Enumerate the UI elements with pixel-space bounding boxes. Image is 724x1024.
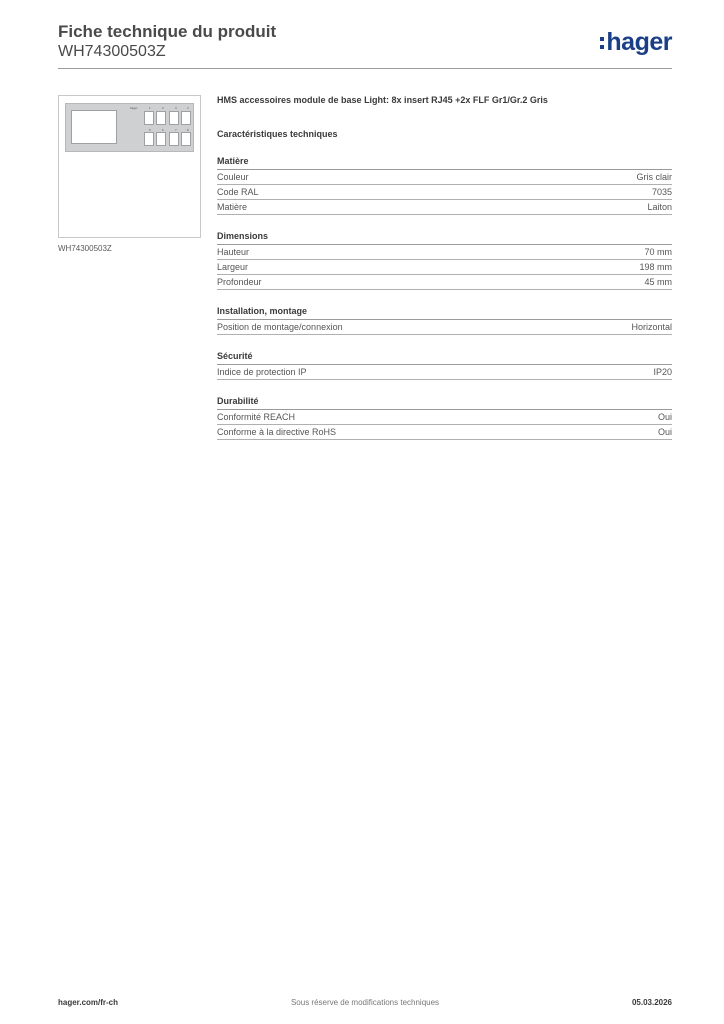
logo-text: hager	[606, 28, 672, 56]
spec-row	[217, 365, 672, 380]
rj45-slot	[156, 111, 166, 125]
section-title: Sécurité	[217, 351, 672, 365]
plate-window	[71, 110, 117, 144]
product-description: HMS accessoires module de base Light: 8x insert RJ45 +2x FLF Gr1/Gr.2 Gris	[217, 95, 548, 105]
spec-label: Indice de protection IP	[217, 367, 307, 377]
spec-value: Gris clair	[636, 172, 672, 182]
document-title: Fiche technique du produit	[58, 22, 277, 41]
spec-label: Code RAL	[217, 187, 259, 197]
spec-value: IP20	[653, 367, 672, 377]
plate-number: 2	[162, 106, 164, 110]
specs-heading: Caractéristiques techniques	[217, 129, 338, 139]
spec-label: Position de montage/connexion	[217, 322, 343, 332]
spec-label: Conformité REACH	[217, 412, 296, 422]
spec-section-dimensions	[217, 231, 672, 290]
spec-label: Conforme à la directive RoHS	[217, 427, 337, 437]
spec-label: Couleur	[217, 172, 249, 182]
spec-row	[217, 410, 672, 425]
image-caption: WH74300503Z	[58, 244, 112, 253]
product-image	[58, 95, 201, 238]
rj45-slot	[156, 132, 166, 146]
section-title: Durabilité	[217, 396, 672, 410]
spec-section-sustainability	[217, 396, 672, 440]
footer-website-link[interactable]: hager.com/fr-ch	[58, 998, 119, 1007]
plate-number: 1	[149, 106, 151, 110]
spec-value: 70 mm	[644, 247, 672, 257]
rj45-slot	[181, 132, 191, 146]
rj45-slot	[144, 111, 154, 125]
spec-value: Laiton	[647, 202, 672, 212]
spec-row	[217, 185, 672, 200]
spec-section-material	[217, 156, 672, 215]
plate-brand-label: hager	[130, 106, 138, 110]
hager-logo	[600, 28, 672, 57]
spec-section-safety	[217, 351, 672, 380]
spec-value: 198 mm	[639, 262, 672, 272]
spec-row	[217, 200, 672, 215]
plate-number: 8	[187, 128, 189, 132]
section-title: Matière	[217, 156, 672, 170]
rj45-slot	[144, 132, 154, 146]
plate-number: 6	[162, 128, 164, 132]
rj45-slot	[169, 132, 179, 146]
section-title: Installation, montage	[217, 306, 672, 320]
plate-number: 5	[149, 128, 151, 132]
plate-number: 3	[175, 106, 177, 110]
spec-row	[217, 320, 672, 335]
plate-number: 4	[187, 106, 189, 110]
spec-value: 7035	[651, 187, 672, 197]
spec-value: Oui	[657, 412, 672, 422]
spec-section-installation	[217, 306, 672, 335]
product-reference: WH74300503Z	[58, 43, 166, 60]
logo-colon-icon	[600, 37, 604, 49]
spec-row	[217, 245, 672, 260]
spec-row	[217, 260, 672, 275]
spec-row	[217, 275, 672, 290]
spec-label: Hauteur	[217, 247, 250, 257]
rj45-slot	[181, 111, 191, 125]
header-divider	[58, 68, 672, 69]
page-header	[58, 22, 672, 62]
spec-label: Profondeur	[217, 277, 262, 287]
spec-row	[217, 170, 672, 185]
spec-value: 45 mm	[644, 277, 672, 287]
rj45-slot	[169, 111, 179, 125]
product-plate-drawing	[65, 103, 194, 152]
section-title: Dimensions	[217, 231, 672, 245]
spec-value: Oui	[657, 427, 672, 437]
spec-value: Horizontal	[631, 322, 672, 332]
footer-date: 05.03.2026	[631, 998, 672, 1007]
spec-row	[217, 425, 672, 440]
spec-label: Matière	[217, 202, 248, 212]
specifications-panel	[217, 95, 672, 440]
spec-label: Largeur	[217, 262, 249, 272]
plate-number: 7	[175, 128, 177, 132]
footer-disclaimer: Sous réserve de modifications techniques	[290, 998, 440, 1007]
